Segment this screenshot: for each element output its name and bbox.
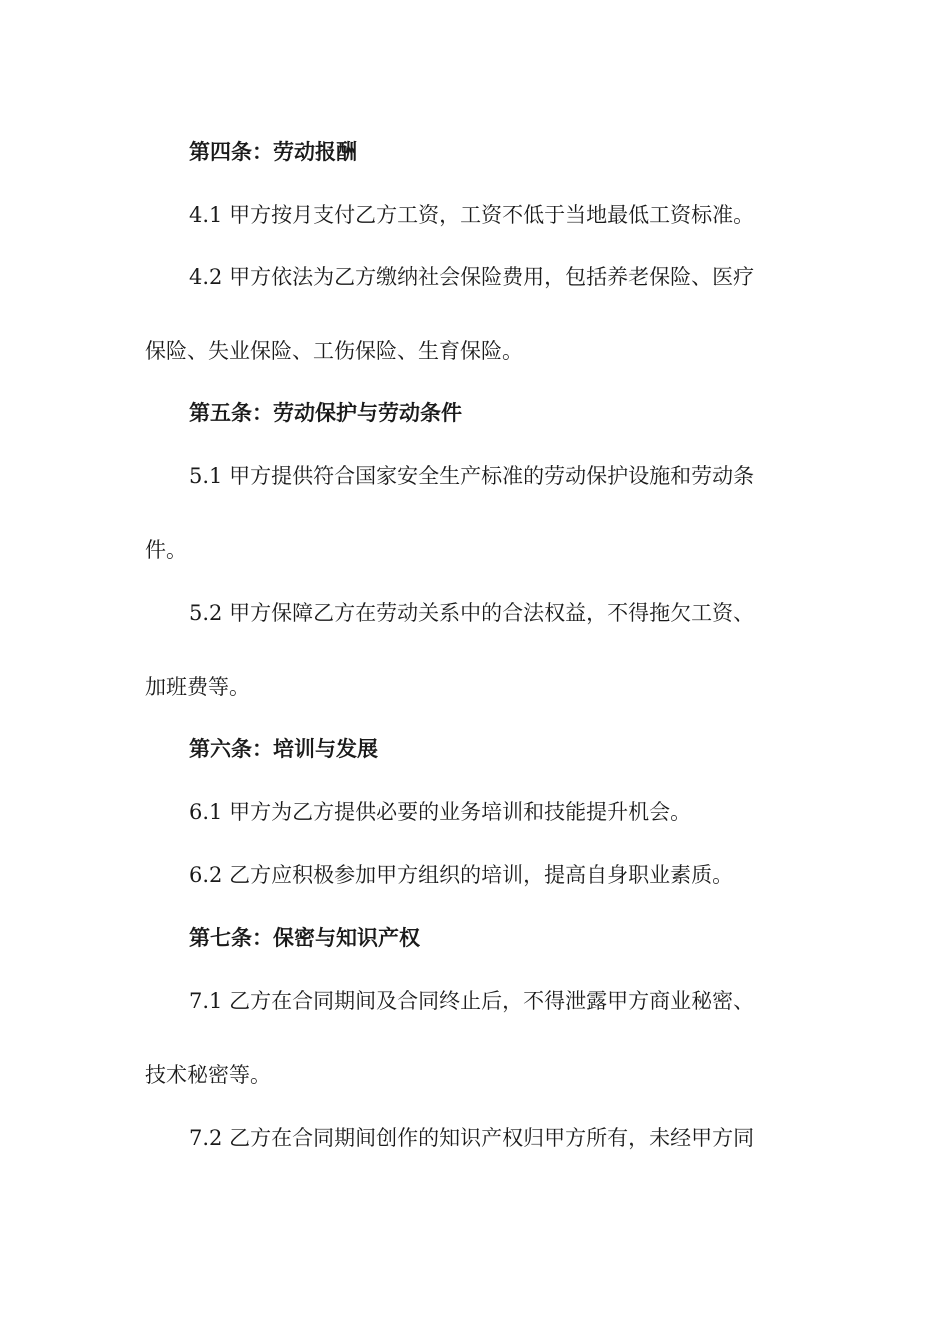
clause-line: 7.2 乙方在合同期间创作的知识产权归甲方所有，未经甲方同 (189, 1126, 755, 1150)
clause-line: 6.1 甲方为乙方提供必要的业务培训和技能提升机会。 (189, 800, 692, 824)
clause-line: 4.2 甲方依法为乙方缴纳社会保险费用，包括养老保险、医疗 (189, 265, 755, 289)
clause-line: 件。 (145, 538, 187, 562)
clause-line: 7.1 乙方在合同期间及合同终止后，不得泄露甲方商业秘密、 (189, 989, 755, 1013)
clause-line: 技术秘密等。 (145, 1063, 271, 1087)
section-heading: 第四条：劳动报酬 (189, 140, 357, 164)
clause-line: 保险、失业保险、工伤保险、生育保险。 (145, 339, 523, 363)
section-heading: 第七条：保密与知识产权 (189, 926, 420, 950)
clause-line: 6.2 乙方应积极参加甲方组织的培训，提高自身职业素质。 (189, 863, 734, 887)
clause-line: 5.2 甲方保障乙方在劳动关系中的合法权益，不得拖欠工资、 (189, 601, 755, 625)
clause-line: 加班费等。 (145, 675, 250, 699)
section-heading: 第六条：培训与发展 (189, 737, 378, 761)
clause-line: 4.1 甲方按月支付乙方工资，工资不低于当地最低工资标准。 (189, 203, 755, 227)
section-heading: 第五条：劳动保护与劳动条件 (189, 401, 462, 425)
clause-line: 5.1 甲方提供符合国家安全生产标准的劳动保护设施和劳动条 (189, 464, 755, 488)
